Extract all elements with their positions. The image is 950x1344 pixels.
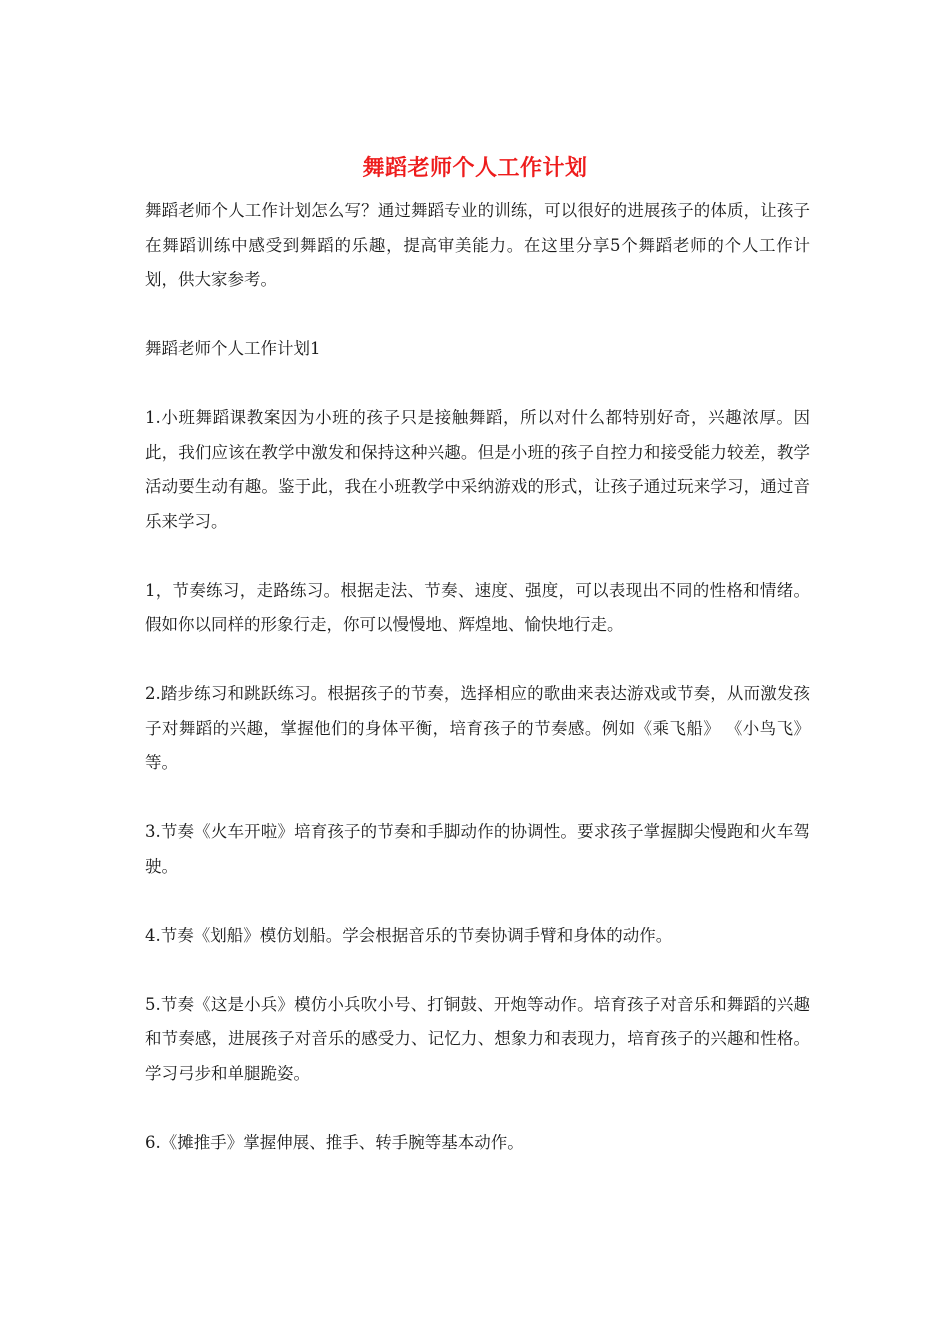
document-title: 舞蹈老师个人工作计划 bbox=[362, 156, 588, 181]
body-paragraph: 5.节奏《这是小兵》模仿小兵吹小号、打铜鼓、开炮等动作。培育孩子对音乐和舞蹈的兴趣和节奏感，进展孩子对音乐的感受力、记忆力、想象力和表现力，培育孩子的兴趣和性格。学习弓步和单腿跪姿。 bbox=[145, 994, 810, 1083]
body-paragraph: 6.《摊推手》掌握伸展、推手、转手腕等基本动作。 bbox=[145, 1132, 524, 1152]
body-paragraph: 2.踏步练习和跳跃练习。根据孩子的节奏，选择相应的歌曲来表达游戏或节奏，从而激发孩子对舞蹈的兴趣，掌握他们的身体平衡，培育孩子的节奏感。例如《乘飞船》 《小鸟飞》等。 bbox=[145, 684, 810, 772]
body-paragraph: 3.节奏《火车开啦》培育孩子的节奏和手脚动作的协调性。要求孩子掌握脚尖慢跑和火车驾驶。 bbox=[145, 822, 810, 876]
body-paragraph: 1，节奏练习，走路练习。根据走法、节奏、速度、强度，可以表现出不同的性格和情绪。假如你以同样的形象行走，你可以慢慢地、辉煌地、愉快地行走。 bbox=[145, 580, 810, 634]
body-paragraph: 1.小班舞蹈课教案因为小班的孩子只是接触舞蹈，所以对什么都特别好奇，兴趣浓厚。因此，我们应该在教学中激发和保持这种兴趣。但是小班的孩子自控力和接受能力较差，教学活动要生动有趣。鉴于此，我在小班教学中采纳游戏的形式，让孩子通过玩来学习，通过音乐来学习。 bbox=[145, 408, 810, 531]
body-paragraph: 4.节奏《划船》模仿划船。学会根据音乐的节奏协调手臂和身体的动作。 bbox=[145, 925, 673, 945]
document-body bbox=[145, 194, 810, 1195]
section-heading: 舞蹈老师个人工作计划1 bbox=[145, 339, 321, 358]
intro-paragraph: 舞蹈老师个人工作计划怎么写？通过舞蹈专业的训练，可以很好的进展孩子的体质，让孩子在舞蹈训练中感受到舞蹈的乐趣，提高审美能力。在这里分享5个舞蹈老师的个人工作计划，供大家参考。 bbox=[145, 201, 810, 289]
